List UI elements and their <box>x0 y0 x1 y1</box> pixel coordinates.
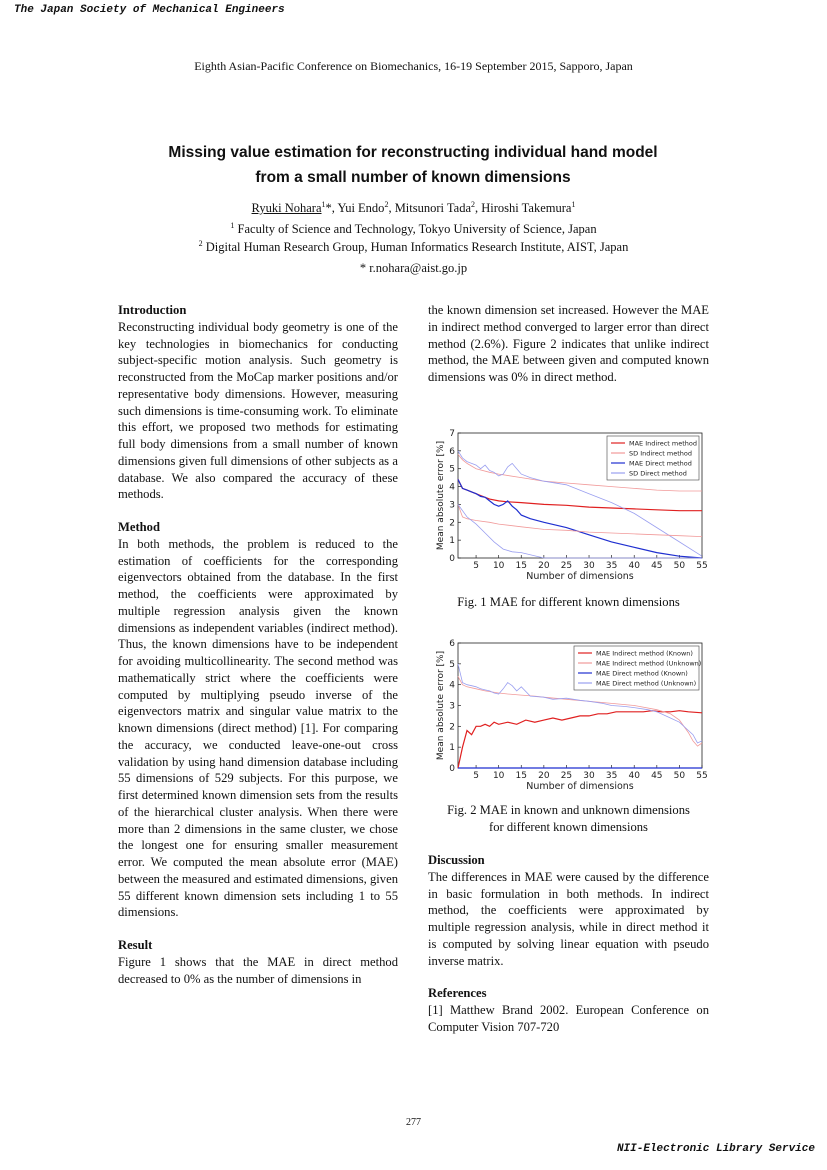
figure-2-caption-line-2: for different known dimensions <box>489 819 648 834</box>
y-tick-label: 3 <box>449 500 455 511</box>
x-tick-label: 40 <box>628 561 640 571</box>
x-tick-label: 20 <box>538 771 550 781</box>
figure-2 <box>428 636 710 794</box>
x-tick-label: 15 <box>515 771 527 781</box>
author-4: , Hiroshi Takemura <box>475 201 572 216</box>
nii-footer: NII-Electronic Library Service <box>616 1143 815 1155</box>
legend-entry: MAE Indirect method (Known) <box>596 649 693 658</box>
author-1-affil: 1 <box>321 200 326 209</box>
legend-entry: MAE Indirect method (Unknown) <box>596 659 702 668</box>
affiliation-1-text: Faculty of Science and Technology, Tokyo University of Science, Japan <box>234 222 597 237</box>
figure-1-chart <box>428 426 710 584</box>
discussion-heading: Discussion <box>428 853 485 867</box>
contact-email: * r.nohara@aist.go.jp <box>359 261 468 275</box>
x-tick-label: 45 <box>651 561 663 571</box>
legend-entry: SD Indirect method <box>629 449 692 458</box>
x-axis-label: Number of dimensions <box>526 781 634 792</box>
y-tick-label: 2 <box>449 518 455 529</box>
author-2: , Yui Endo <box>331 201 385 216</box>
x-axis-label: Number of dimensions <box>526 571 634 582</box>
legend-entry: MAE Direct method <box>629 459 692 468</box>
y-tick-label: 6 <box>449 639 455 649</box>
x-tick-label: 35 <box>605 561 618 571</box>
left-column <box>118 302 398 987</box>
legend-entry: SD Direct method <box>629 469 687 478</box>
reference-1: [1] Matthew Brand 2002. European Conference on Computer Vision 707-720 <box>428 1003 709 1034</box>
result-heading: Result <box>118 938 153 952</box>
corresponding-mark: * <box>325 201 332 216</box>
figure-2-caption-line-1: Fig. 2 MAE in known and unknown dimensions <box>447 803 690 817</box>
author-1: Ryuki Nohara <box>251 201 322 216</box>
x-tick-label: 10 <box>492 771 505 781</box>
x-tick-label: 5 <box>473 771 479 781</box>
y-tick-label: 4 <box>449 482 455 493</box>
legend-entry: MAE Direct method (Known) <box>596 669 688 678</box>
y-tick-label: 7 <box>449 429 455 439</box>
x-tick-label: 40 <box>628 771 640 781</box>
y-tick-label: 6 <box>449 446 455 457</box>
figure-1-caption: Fig. 1 MAE for different known dimensions <box>457 595 680 609</box>
x-tick-label: 50 <box>673 771 686 781</box>
x-tick-label: 55 <box>696 771 708 781</box>
y-tick-label: 5 <box>449 464 455 475</box>
conference-line: Eighth Asian-Pacific Conference on Biomechanics, 16-19 September 2015, Sapporo, Japan <box>194 59 633 73</box>
affiliation-2 <box>0 239 827 255</box>
x-tick-label: 35 <box>605 771 618 781</box>
references-heading: References <box>428 986 487 1001</box>
figure-2-chart <box>428 636 710 794</box>
result-text-left: Figure 1 shows that the MAE in direct method decreased to 0% as the number of dimensions in <box>118 954 398 986</box>
affiliation-1-number: 1 <box>230 221 235 230</box>
result-text-right: the known dimension set increased. However the MAE in indirect method converged to larger error than direct method (2.6%). Figure 2 indicates that unlike indirect method, the MAE between given and computed known dimensions was 0% in direct method. <box>428 303 709 384</box>
method-heading: Method <box>118 520 160 534</box>
y-tick-label: 3 <box>449 701 455 712</box>
title-line-2: from a small number of known dimensions <box>255 169 571 186</box>
y-tick-label: 0 <box>449 554 455 564</box>
page-number: 277 <box>406 1117 421 1128</box>
author-3: , Mitsunori Tada <box>388 201 472 216</box>
y-tick-label: 2 <box>449 722 455 733</box>
x-tick-label: 25 <box>560 561 573 571</box>
figure-1 <box>428 426 710 584</box>
x-tick-label: 15 <box>515 561 527 571</box>
affiliation-2-text: Digital Human Research Group, Human Informatics Research Institute, AIST, Japan <box>202 240 629 255</box>
x-tick-label: 10 <box>492 561 505 571</box>
author-3-affil: 2 <box>471 200 476 209</box>
y-tick-label: 0 <box>449 764 455 774</box>
method-text: In both methods, the problem is reduced to the estimation of coefficients for the corresponding eigenvectors obtained from the database. In the first method, the coefficients were approximated by multiple regression analysis given the known dimensions as independent variables (indirect method). Thus, the known dimensions have to be independent for avoiding multicollinearity. The second method was mathematically strict where the coefficients were computed by multiplying pseudo inverse of the eigenvectors matrix and singular value matrix to the known dimensions (direct method) [1]. For comparing the accuracy, we conducted leave-one-out cross validation by using hand dimension database including 55 dimensions of 529 subjects. For this purpose, we first determined known dimension sets from the results of the hierarchical cluster analysis. When there were more than 2 dimensions in the same cluster, we chose the longest one for ensuring smaller measurement error. We computed the mean absolute error (MAE) between the measured and estimated dimensions, given 55 different known dimension sets including 1 to 55 dimensions. <box>118 536 398 920</box>
x-tick-label: 20 <box>538 561 550 571</box>
affiliation-1 <box>0 221 827 237</box>
author-2-affil: 2 <box>384 200 389 209</box>
figure-2-caption <box>428 802 709 836</box>
x-tick-label: 25 <box>560 771 573 781</box>
affiliation-2-number: 2 <box>198 239 203 248</box>
legend-entry: MAE Indirect method <box>629 439 698 448</box>
discussion-text: The differences in MAE were caused by the difference in basic formulation in both methods. In indirect method, the coefficients were approximated by multiple regression analysis, while in direct method it is computed by solving linear equation with pseudo inverse matrix. <box>428 869 709 968</box>
right-column-bottom <box>428 852 709 1036</box>
y-axis-label: Mean absolute error [%] <box>436 650 446 761</box>
y-axis-label: Mean absolute error [%] <box>436 440 446 551</box>
introduction-text: Reconstructing individual body geometry is one of the key technologies in biomechanics for conducting subject-specific motion analysis. Such geometry is reconstructed from the MoCap marker positions and/or representative body dimensions. However, measuring such dimensions is time-consuming work. To eliminate this effort, we proposed two methods for estimating full body dimensions from a small number of known dimensions given full dimensions of other subjects as a database. We also compared the accuracy of these methods. <box>118 319 398 502</box>
x-tick-label: 50 <box>673 561 686 571</box>
x-tick-label: 5 <box>473 561 479 571</box>
y-tick-label: 1 <box>449 536 455 547</box>
y-tick-label: 1 <box>449 743 455 754</box>
right-column-top <box>428 302 709 386</box>
author-4-affil: 1 <box>571 200 576 209</box>
x-tick-label: 30 <box>583 561 595 571</box>
x-tick-label: 45 <box>651 771 663 781</box>
x-tick-label: 55 <box>696 561 708 571</box>
title-line-1: Missing value estimation for reconstructing individual hand model <box>168 144 658 161</box>
x-tick-label: 30 <box>583 771 595 781</box>
y-tick-label: 5 <box>449 659 455 670</box>
series-line <box>458 504 702 536</box>
series-line <box>458 711 702 768</box>
series-line <box>458 479 702 558</box>
introduction-heading: Introduction <box>118 303 187 317</box>
society-header: The Japan Society of Mechanical Engineers <box>14 4 285 16</box>
paper-title <box>113 140 713 190</box>
author-list <box>0 200 827 216</box>
y-tick-label: 4 <box>449 680 455 691</box>
legend-entry: MAE Direct method (Unknown) <box>596 679 697 688</box>
